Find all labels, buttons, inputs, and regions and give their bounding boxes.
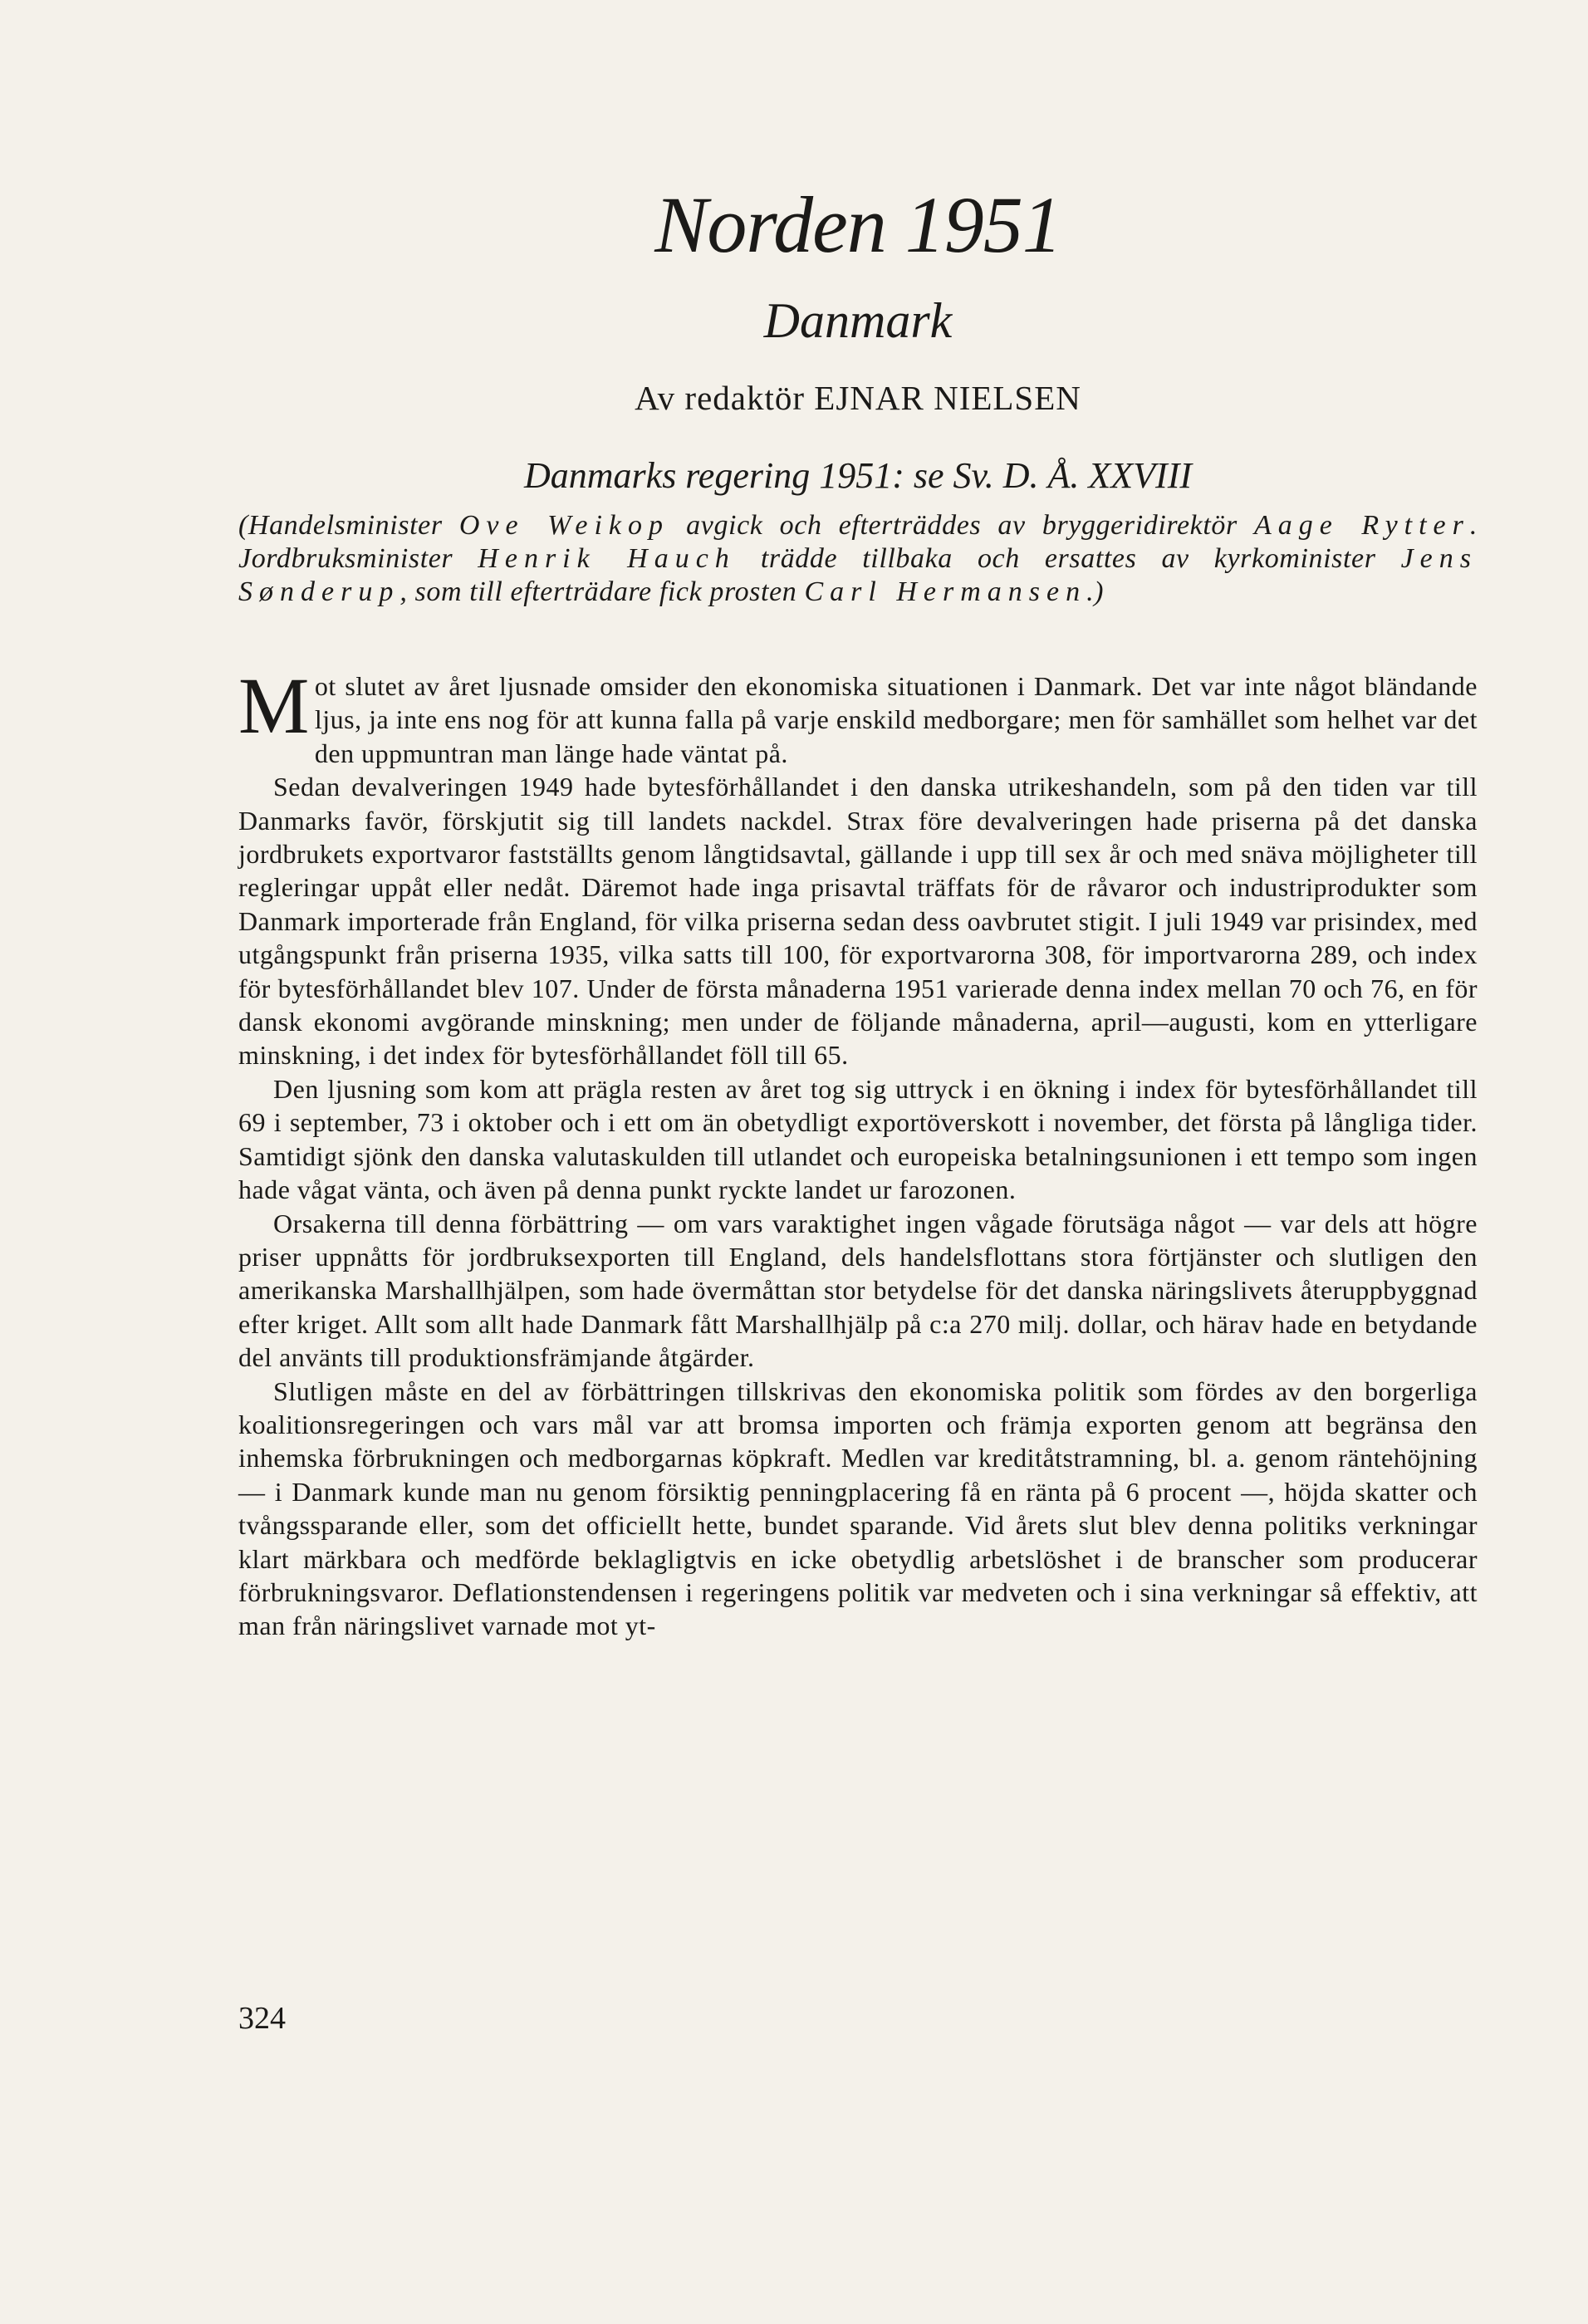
- note-text: trädde tillbaka och ersattes av kyrkominister: [735, 543, 1401, 574]
- page: [238, 0, 1478, 2324]
- note-text: , som till efterträdare fick prosten: [399, 576, 805, 607]
- note-text: avgick och efterträddes av bryggeridirektör: [669, 510, 1254, 541]
- paragraph: Sedan devalveringen 1949 hade bytesförhållandet i den danska utrikeshandeln, som på den tiden var till Danmarks favör, förskjutit sig till landets nackdel. Strax före devalveringen hade priserna på det danska jordbrukets exportvaror fastställts genom långtidsavtal, gällande i upp till sex år och med snäva möjligheter till regleringar uppåt eller nedåt. Däremot hade inga prisavtal träffats för de råvaror och industriprodukter som Danmark importerade från England, för vilka priserna sedan dess oavbrutet stigit. I juli 1949 var prisindex, med utgångspunkt från priserna 1935, vilka satts till 100, för exportvarorna 308, för importvarorna 289, och index för bytesförhållandet blev 107. Under de första månaderna 1951 varierade denna index mellan 70 och 76, en för dansk ekonomi avgörande minskning; men under de följande månaderna, april—augusti, kom en ytterligare minskning, i det index för bytesförhållandet föll till 65.: [238, 772, 1478, 1071]
- person-name: Carl Hermansen: [804, 576, 1087, 607]
- person-name: Henrik Hauch: [478, 543, 736, 574]
- paragraph: Orsakerna till denna förbättring — om vars varaktighet ingen vågade förutsäga något — var dels att högre priser uppnåtts för jordbruksexporten till England, dels handelsflottans stora förtjänster och slutligen den amerikanska Marshallhjälpen, som hade övermåttan stor betydelse för det danska näringslivets återuppbyggnad efter kriget. Allt som allt hade Danmark fått Marshallhjälp på c:a 270 milj. dollar, och härav hade en betydande del använts till produktionsfrämjande åtgärder.: [238, 1208, 1478, 1373]
- paragraph: Slutligen måste en del av förbättringen tillskrivas den ekonomiska politik som fördes av den borgerliga koalitionsregeringen och vars mål var att bromsa importen och främja exporten genom att begränsa den inhemska förbrukningen och medborgarnas köpkraft. Medlen var kreditåtstramning, bl. a. genom räntehöjning — i Danmark kunde man nu genom försiktig penningplacering få en ränta på 6 procent —, höjda skatter och tvångssparande eller, som det officiellt hette, bundet sparande. Vid årets slut blev denna politiks verkningar klart märkbara och medförde beklagligtvis en icke obetydlig arbetslöshet i de branscher som producerar förbrukningsvaror. Deflationstendensen i regeringens politik var medveten och i sina verkningar så effektiv, att man från näringslivet varnade mot yt-: [238, 1375, 1478, 1641]
- article-subtitle: Danmark: [763, 293, 953, 348]
- article-title: Norden 1951: [654, 180, 1061, 269]
- article-body: [238, 661, 1478, 1643]
- note-text: . Jordbruksminister: [238, 510, 1478, 574]
- paragraph-text: ot slutet av året ljusnade omsider den ekonomiska situationen i Danmark. Det var inte något bländande ljus, ja inte ens nog för att kunna falla på varje enskild medborgare; men för samhället som helhet var det den uppmuntran man länge hade väntat på.: [314, 671, 1478, 768]
- person-name: Jens Sønderup: [238, 543, 1478, 607]
- note-text: (Handelsminister: [238, 510, 459, 541]
- government-note: [238, 509, 1478, 609]
- paragraph: [238, 661, 1478, 770]
- person-name: Ove Weikop: [458, 510, 669, 541]
- government-heading: Danmarks regering 1951: se Sv. D. Å. XXVIII: [523, 455, 1193, 496]
- note-text: .): [1086, 576, 1105, 607]
- drop-cap: M: [238, 661, 310, 750]
- person-name: Aage Rytter: [1253, 510, 1470, 541]
- paragraph: Den ljusning som kom att prägla resten av året tog sig uttryck i en ökning i index för bytesförhållandet till 69 i september, 73 i oktober och i ett om än obetydligt exportöverskott i november, det första på långliga tider. Samtidigt sjönk den danska valutaskulden till utlandet och europeiska betalningsunionen i ett tempo som ingen hade vågat vänta, och även på denna punkt ryckte landet ur farozonen.: [238, 1073, 1478, 1205]
- page-number: 324: [238, 2001, 286, 2036]
- author-byline: Av redaktör EJNAR NIELSEN: [635, 379, 1081, 417]
